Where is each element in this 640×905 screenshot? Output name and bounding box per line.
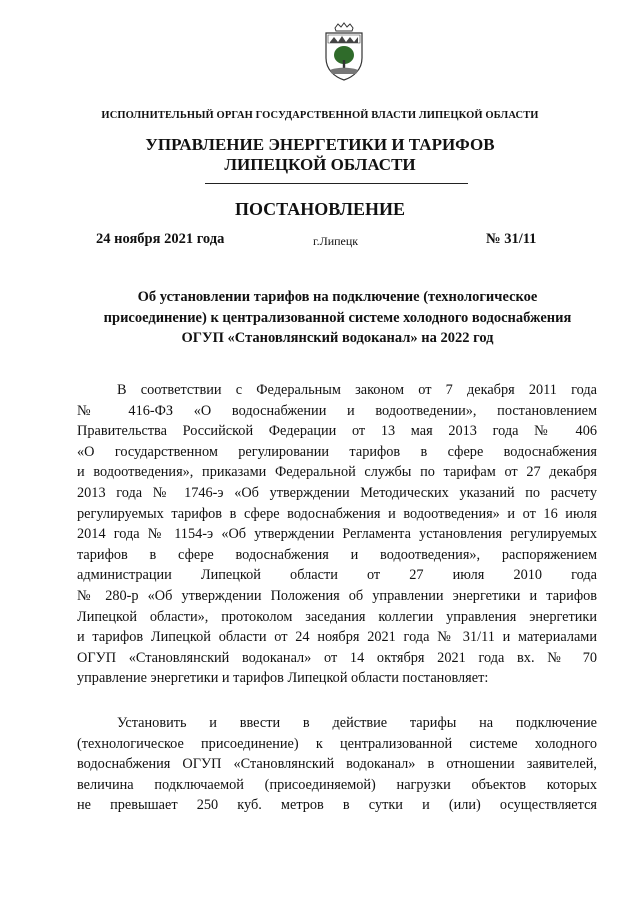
paragraph-line: и водоотведения», приказами Федеральной службы по тарифам от 27 декабря (77, 464, 597, 481)
title-line: присоединение) к централизованной системе холодного водоснабжения (103, 309, 572, 326)
document-city: г.Липецк (313, 234, 359, 248)
paragraph-line: ОГУП «Становлянский водоканал» от 14 октября 2021 года вх. № 70 (77, 649, 597, 666)
paragraph-line: величина подключаемой (присоединяемой) нагрузки объектов которых (77, 776, 597, 793)
paragraph-line: регулируемых тарифов в сфере водоснабжения и водоотведения» и от 16 июля (77, 505, 597, 522)
lipetsk-coat-of-arms-icon (322, 22, 366, 82)
preamble-paragraph (77, 380, 597, 689)
title-line: ОГУП «Становлянский водоканал» на 2022 год (181, 330, 494, 346)
paragraph-line: 2013 года № 1746-э «Об утверждении Методических указаний по расчету (77, 484, 597, 501)
paragraph-line: не превышает 250 куб. метров в сутки и (или) осуществляется (77, 797, 597, 814)
paragraph-line: Установить и ввести в действие тарифы на подключение (117, 715, 597, 731)
document-number: № 31/11 (486, 231, 537, 247)
paragraph-line: № 416-ФЗ «О водоснабжении и водоотведении», постановлением (77, 402, 597, 419)
organization-name: ИСПОЛНИТЕЛЬНЫЙ ОРГАН ГОСУДАРСТВЕННОЙ ВЛАСТИ ЛИПЕЦКОЙ ОБЛАСТИ (101, 110, 539, 121)
resolution-paragraph (77, 713, 597, 816)
department-name-line2: ЛИПЕЦКОЙ ОБЛАСТИ (224, 155, 416, 174)
document-title (70, 287, 605, 349)
paragraph-line: Правительства Российской Федерации от 13 мая 2013 года № 406 (77, 423, 597, 440)
paragraph-line: «О государственном регулировании тарифов в сфере водоснабжения (77, 443, 597, 460)
department-name-line1: УПРАВЛЕНИЕ ЭНЕРГЕТИКИ И ТАРИФОВ (145, 135, 495, 154)
header-divider (205, 183, 468, 184)
title-line: Об установлении тарифов на подключение (технологическое (137, 289, 538, 305)
paragraph-line: 2014 года № 1154-э «Об утверждении Регламента установления регулируемых (77, 526, 597, 543)
paragraph-line: Липецкой области», протоколом заседания коллегии управления энергетики (77, 608, 597, 625)
paragraph-line: (технологическое присоединение) к централизованной системе холодного (77, 735, 597, 752)
paragraph-line: № 280-р «Об утверждении Положения об управлении энергетики и тарифов (77, 587, 597, 604)
department-name (0, 135, 640, 175)
document-date: 24 ноября 2021 года (96, 231, 225, 247)
paragraph-line: тарифов в сфере водоснабжения и водоотведения», распоряжением (77, 546, 597, 563)
paragraph-line: водоснабжения ОГУП «Становлянский водоканал» в отношении заявителей, (77, 756, 597, 773)
paragraph-line: В соответствии с Федеральным законом от 7 декабря 2011 года (117, 382, 597, 398)
paragraph-line: управление энергетики и тарифов Липецкой области постановляет: (77, 670, 489, 687)
paragraph-line: и тарифов Липецкой области от 24 ноября 2021 года № 31/11 и материалами (77, 629, 597, 646)
document-type: ПОСТАНОВЛЕНИЕ (234, 199, 406, 219)
paragraph-line: администрации Липецкой области от 27 июля 2010 года (77, 567, 597, 584)
